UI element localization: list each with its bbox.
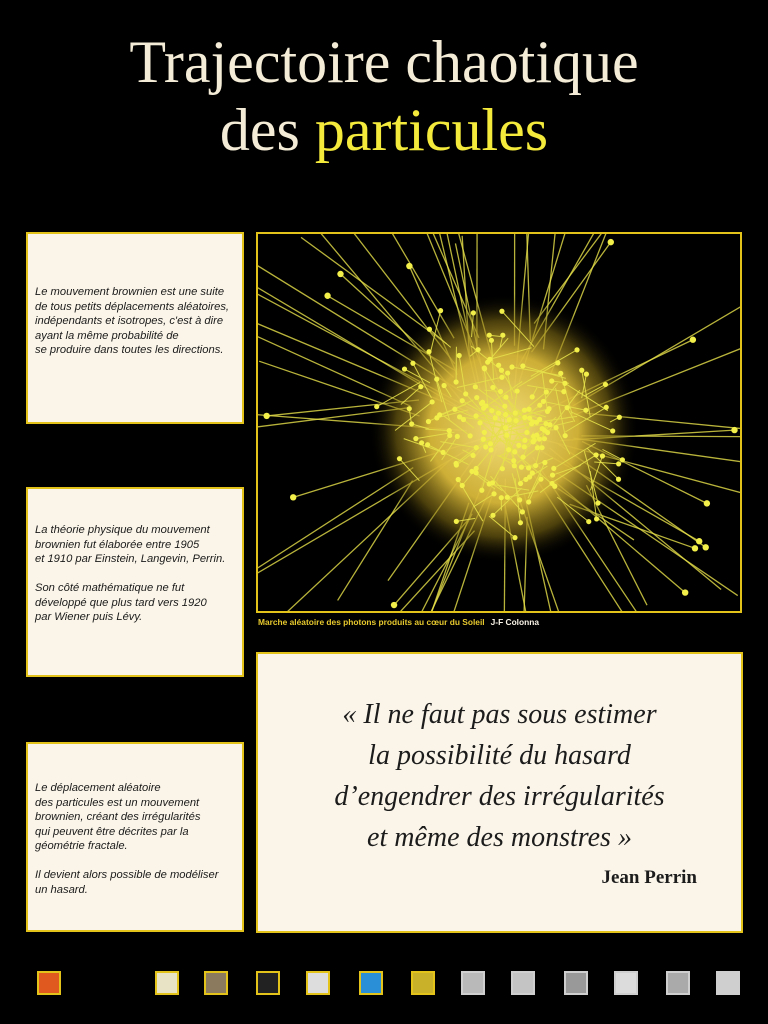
info-text-history: La théorie physique du mouvement brownien fut élaborée entre 1905 et 1910 par Einstein, Langevin, Perrin. Son côté mathématique ne fut développé que plus tard vers 1920 par Wiener puis Lévy.: [35, 524, 226, 623]
photon-dot: [617, 415, 622, 420]
photon-dot: [503, 395, 508, 400]
photon-dot: [530, 394, 535, 399]
photon-dot: [542, 436, 547, 441]
photon-dot: [471, 310, 476, 315]
photon-dot: [407, 406, 412, 411]
photon-dot: [530, 439, 535, 444]
photon-dot: [511, 458, 516, 463]
photon-dot: [682, 589, 688, 595]
photon-dot: [483, 444, 488, 449]
photon-dot: [500, 466, 505, 471]
quote-author: Jean Perrin: [601, 867, 697, 888]
photon-dot: [452, 407, 457, 412]
flower-thumb-icon: [666, 971, 690, 995]
info-box-history: [26, 487, 244, 677]
photon-dot: [324, 293, 330, 299]
photon-dot: [703, 544, 709, 550]
photon-dot: [512, 463, 517, 468]
photon-dot: [441, 383, 446, 388]
photon-dot: [474, 470, 479, 475]
photon-dot: [513, 418, 518, 423]
photon-dot: [402, 366, 407, 371]
photon-dot: [263, 413, 269, 419]
image-caption: [258, 617, 539, 627]
photon-dot: [505, 495, 510, 500]
photon-dot: [541, 399, 546, 404]
photon-dot: [505, 370, 510, 375]
photon-dot: [498, 389, 503, 394]
photon-dot: [490, 513, 495, 518]
photon-dot: [533, 463, 538, 468]
photon-dot: [690, 337, 696, 343]
blue-fractal-thumb-icon: [359, 971, 383, 995]
photon-dot: [503, 412, 508, 417]
photon-dot: [426, 349, 431, 354]
photon-dot: [468, 433, 473, 438]
photon-dot: [487, 481, 492, 486]
photon-dot: [487, 333, 492, 338]
photon-dot: [574, 347, 579, 352]
photon-dot: [520, 363, 525, 368]
photon-dot: [513, 410, 518, 415]
photon-dot: [487, 357, 492, 362]
photon-dot: [547, 422, 552, 427]
photon-dot: [479, 488, 484, 493]
info-text-fractal: Le déplacement aléatoire des particules est un mouvement brownien, créant des irrégularités qui peuvent être décrites par la géométrie fractale. Il devient alors possible de modéliser un hasard.: [35, 782, 219, 896]
photon-dot: [410, 361, 415, 366]
photon-dot: [526, 407, 531, 412]
photon-dot: [434, 377, 439, 382]
photon-dot: [558, 371, 563, 376]
photon-dot: [438, 308, 443, 313]
photon-dot: [409, 421, 414, 426]
photon-dot: [499, 309, 504, 314]
photon-dot: [514, 388, 519, 393]
photon-dot: [406, 263, 412, 269]
photon-dot: [460, 398, 465, 403]
photon-dot: [512, 535, 517, 540]
photon-dot: [419, 440, 424, 445]
photon-dot: [434, 415, 439, 420]
photon-dot: [549, 378, 554, 383]
photon-dot: [453, 461, 458, 466]
photon-dot: [545, 409, 550, 414]
photon-dot: [565, 405, 570, 410]
title-highlight: particules: [314, 97, 549, 163]
photon-dot: [509, 364, 514, 369]
photon-dot: [374, 404, 379, 409]
photon-dot: [553, 425, 558, 430]
photon-dot: [520, 509, 525, 514]
photon-dot: [594, 516, 599, 521]
photon-dot: [579, 368, 584, 373]
photon-dot: [489, 338, 494, 343]
photon-dot: [620, 457, 625, 462]
photon-dot: [550, 472, 555, 477]
map-thumb-icon: [614, 971, 638, 995]
photon-dot: [441, 450, 446, 455]
photon-dot: [391, 602, 397, 608]
photon-dot: [504, 433, 509, 438]
photon-dot: [542, 428, 547, 433]
info-box-fractal: [26, 742, 244, 932]
caption-author: J-F Colonna: [490, 617, 540, 627]
photon-dot: [481, 437, 486, 442]
photon-dot: [551, 466, 556, 471]
photon-dot: [496, 411, 501, 416]
photon-dot: [493, 415, 498, 420]
photon-dot: [454, 519, 459, 524]
photon-dot: [586, 519, 591, 524]
photon-dot: [474, 395, 479, 400]
photon-dot: [488, 447, 493, 452]
photon-dot: [519, 465, 524, 470]
photon-dot: [482, 366, 487, 371]
photon-dot: [610, 428, 615, 433]
photon-dot: [696, 538, 702, 544]
title-line-2: [0, 96, 768, 164]
grid-pattern-thumb-icon: [716, 971, 740, 995]
thumbnail-strip: [0, 971, 768, 999]
photon-dot: [522, 444, 527, 449]
photon-dot: [426, 419, 431, 424]
photon-dot: [430, 399, 435, 404]
mesh-thumb-icon: [511, 971, 535, 995]
photon-dot: [517, 497, 522, 502]
photon-dot: [520, 454, 525, 459]
photon-dot: [473, 413, 478, 418]
sun-walk-thumb-icon: [411, 971, 435, 995]
photon-dot: [535, 445, 540, 450]
photon-dot: [518, 520, 523, 525]
photon-dot: [397, 456, 402, 461]
photon-dot: [477, 420, 482, 425]
photon-dot: [425, 442, 430, 447]
photon-dot: [526, 499, 531, 504]
photon-dot: [595, 500, 600, 505]
photon-dot: [463, 391, 468, 396]
photon-dot: [290, 494, 296, 500]
photon-dot: [447, 428, 452, 433]
photon-dot: [461, 417, 466, 422]
photon-dot: [499, 368, 504, 373]
photon-dot: [526, 465, 531, 470]
grid-thumb-icon: [564, 971, 588, 995]
photon-dot: [507, 417, 512, 422]
photon-dot: [413, 436, 418, 441]
photon-dot: [453, 379, 458, 384]
photon-dot: [475, 347, 480, 352]
title-line-2-plain: des: [219, 97, 315, 163]
photon-dot: [616, 461, 621, 466]
photon-dot: [608, 239, 614, 245]
title-line-1: Trajectoire chaotique: [129, 29, 639, 95]
photon-dot: [561, 389, 566, 394]
photon-dot: [456, 477, 461, 482]
photon-dot: [529, 421, 534, 426]
photon-dot: [506, 447, 511, 452]
photon-dot: [337, 271, 343, 277]
photon-dot: [563, 433, 568, 438]
photon-walk-illustration: [258, 234, 740, 611]
photon-dot: [604, 405, 609, 410]
photon-dot: [616, 477, 621, 482]
quote-text: « Il ne faut pas sous estimer la possibilité du hasard d’engendrer des irrégularités et même des monstres »: [334, 699, 665, 853]
sphere-thumb-icon: [155, 971, 179, 995]
photon-dot: [524, 430, 529, 435]
photon-dot: [518, 481, 523, 486]
photon-dot: [542, 460, 547, 465]
info-text-brownian-definition: Le mouvement brownien est une suite de tous petits déplacements aléatoires, indépendants et isotropes, c'est à dire ayant la même probabilité de se produire dans toutes les directions.: [35, 286, 230, 356]
fractal-curve-thumb-icon: [256, 971, 280, 995]
texture-thumb-icon: [204, 971, 228, 995]
photon-dot: [488, 441, 493, 446]
molecule-logo-icon: [37, 971, 61, 995]
photon-dot: [555, 360, 560, 365]
photon-dot: [479, 401, 484, 406]
poster-title: [0, 28, 768, 164]
tree-thumb-icon: [306, 971, 330, 995]
photon-dot: [692, 545, 698, 551]
photon-dot: [704, 500, 710, 506]
photon-dot: [500, 333, 505, 338]
photon-dot: [544, 389, 549, 394]
photon-dot: [538, 477, 543, 482]
quote-box: [256, 652, 743, 933]
photon-dot: [427, 327, 432, 332]
photon-dot: [482, 430, 487, 435]
photon-dot: [562, 381, 567, 386]
photon-dot: [502, 404, 507, 409]
photon-dot: [552, 484, 557, 489]
photon-dot: [512, 449, 517, 454]
caption-text: Marche aléatoire des photons produits au cœur du Soleil: [258, 617, 485, 627]
photon-dot: [418, 384, 423, 389]
photon-dot: [584, 372, 589, 377]
photon-dot: [516, 443, 521, 448]
photon-dot: [603, 382, 608, 387]
photon-dot: [490, 385, 495, 390]
photon-dot: [496, 363, 501, 368]
photon-dot: [491, 491, 496, 496]
photon-dot: [537, 436, 542, 441]
photon-dot: [522, 438, 527, 443]
photon-dot: [523, 477, 528, 482]
photon-dot: [457, 353, 462, 358]
grey-texture-thumb-icon: [461, 971, 485, 995]
photon-dot: [474, 445, 479, 450]
photon-dot: [593, 452, 598, 457]
photon-dot: [455, 434, 460, 439]
photon-dot: [731, 427, 737, 433]
photon-dot: [447, 433, 452, 438]
photon-dot: [503, 425, 508, 430]
photon-dot: [539, 445, 544, 450]
photon-dot: [537, 417, 542, 422]
info-box-brownian-definition: [26, 232, 244, 424]
photon-dot: [522, 408, 527, 413]
photon-dot: [600, 453, 605, 458]
photon-dot: [473, 384, 478, 389]
photon-dot: [583, 408, 588, 413]
photon-dot: [489, 408, 494, 413]
photon-dot: [460, 483, 465, 488]
photon-dot: [537, 403, 542, 408]
photon-random-walk-image: [256, 232, 742, 613]
photon-dot: [499, 495, 504, 500]
photon-dot: [499, 375, 504, 380]
photon-dot: [522, 415, 527, 420]
photon-dot: [470, 453, 475, 458]
